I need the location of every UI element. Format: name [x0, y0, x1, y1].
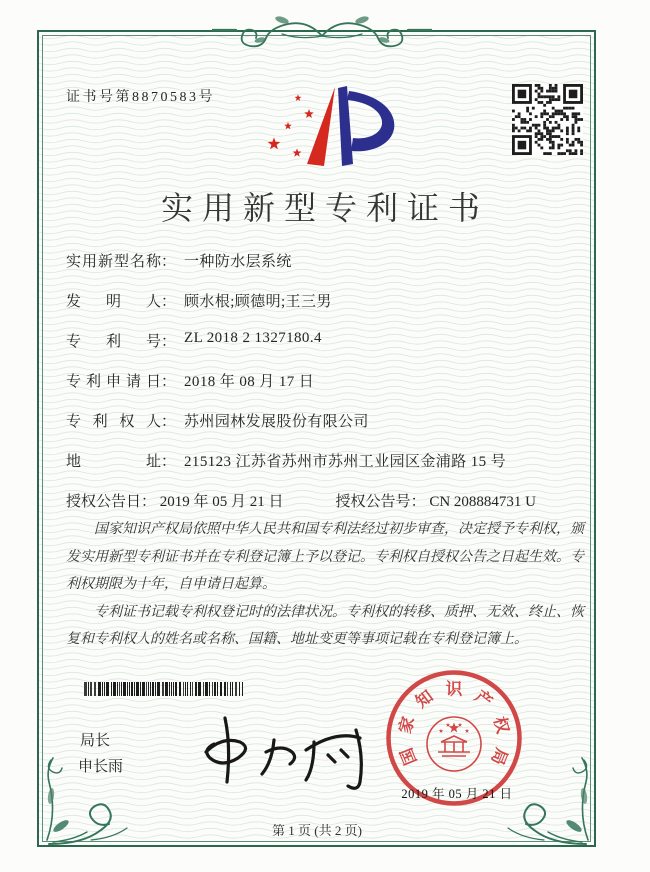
- grant-date: 授权公告日： 2019 年 05 月 21 日: [66, 494, 284, 510]
- legal-text: [66, 516, 588, 654]
- field-utility-model-name: 实用新型名称 ： 一种防水层系统: [66, 250, 576, 290]
- field-value: ZL 2018 2 1327180.4: [184, 330, 322, 346]
- qr-code: [512, 84, 583, 155]
- signatory-name: 申长雨: [78, 758, 124, 775]
- field-value: 顾水根;顾德明;王三男: [184, 294, 332, 310]
- page-number: 第 1 页 (共 2 页): [272, 823, 362, 838]
- seal-date: 2019 年 05 月 21 日: [401, 787, 513, 801]
- handwritten-signature: [178, 700, 378, 795]
- field-label: 专利号: [66, 334, 161, 350]
- field-patentee: 专利权人 ： 苏州园林发展股份有限公司: [66, 410, 576, 450]
- svg-text:家: 家: [395, 714, 419, 736]
- svg-text:权: 权: [489, 714, 513, 736]
- cnipa-patent-logo-icon: [250, 80, 400, 170]
- svg-text:局: 局: [487, 745, 512, 768]
- field-value: 一种防水层系统: [184, 254, 292, 270]
- certificate-fields: [66, 250, 576, 490]
- field-inventors: 发明人 ： 顾水根;顾德明;王三男: [66, 290, 576, 330]
- field-value: 215123 江苏省苏州市苏州工业园区金浦路 15 号: [184, 454, 507, 470]
- field-value: 2018 年 08 月 17 日: [184, 374, 315, 390]
- field-label: 实用新型名称: [66, 254, 161, 270]
- field-value: 苏州园林发展股份有限公司: [184, 414, 369, 430]
- legal-paragraph-2: 专利证书记载专利权登记时的法律状况。专利权的转移、质押、无效、终止、恢复和专利权人的姓名或名称、国籍、地址变更等事项记载在专利登记簿上。: [66, 604, 584, 647]
- barcode: [84, 682, 248, 696]
- svg-text:识: 识: [445, 679, 463, 699]
- field-label: 地址: [66, 454, 161, 470]
- svg-text:知: 知: [411, 686, 437, 712]
- svg-text:国: 国: [396, 745, 421, 768]
- svg-text:产: 产: [471, 686, 497, 712]
- field-label: 专利申请日: [66, 374, 161, 390]
- field-label: 专利权人: [66, 414, 161, 430]
- top-border-ornament: [212, 10, 432, 56]
- certificate-title: 实用新型专利证书: [160, 190, 489, 226]
- certificate-number: 证书号第8870583号: [66, 90, 215, 105]
- legal-paragraph-1: 国家知识产权局依照中华人民共和国专利法经过初步审查，决定授予专利权，颁发实用新型专利证书并在专利登记簿上予以登记。专利权自授权公告之日起生效。专利权期限为十年，自申请日起算。: [66, 522, 584, 592]
- field-label: 发明人: [66, 294, 161, 310]
- grant-number: 授权公告号： CN 208884731 U: [335, 494, 536, 510]
- grant-row: [66, 490, 536, 511]
- field-address: 地址 ： 215123 江苏省苏州市苏州工业园区金浦路 15 号: [66, 450, 576, 490]
- field-patent-number: 专利号 ： ZL 2018 2 1327180.4: [66, 330, 322, 350]
- signatory-title: 局长: [80, 732, 111, 749]
- field-filing-date: 专利申请日 ： 2018 年 08 月 17 日: [66, 370, 576, 410]
